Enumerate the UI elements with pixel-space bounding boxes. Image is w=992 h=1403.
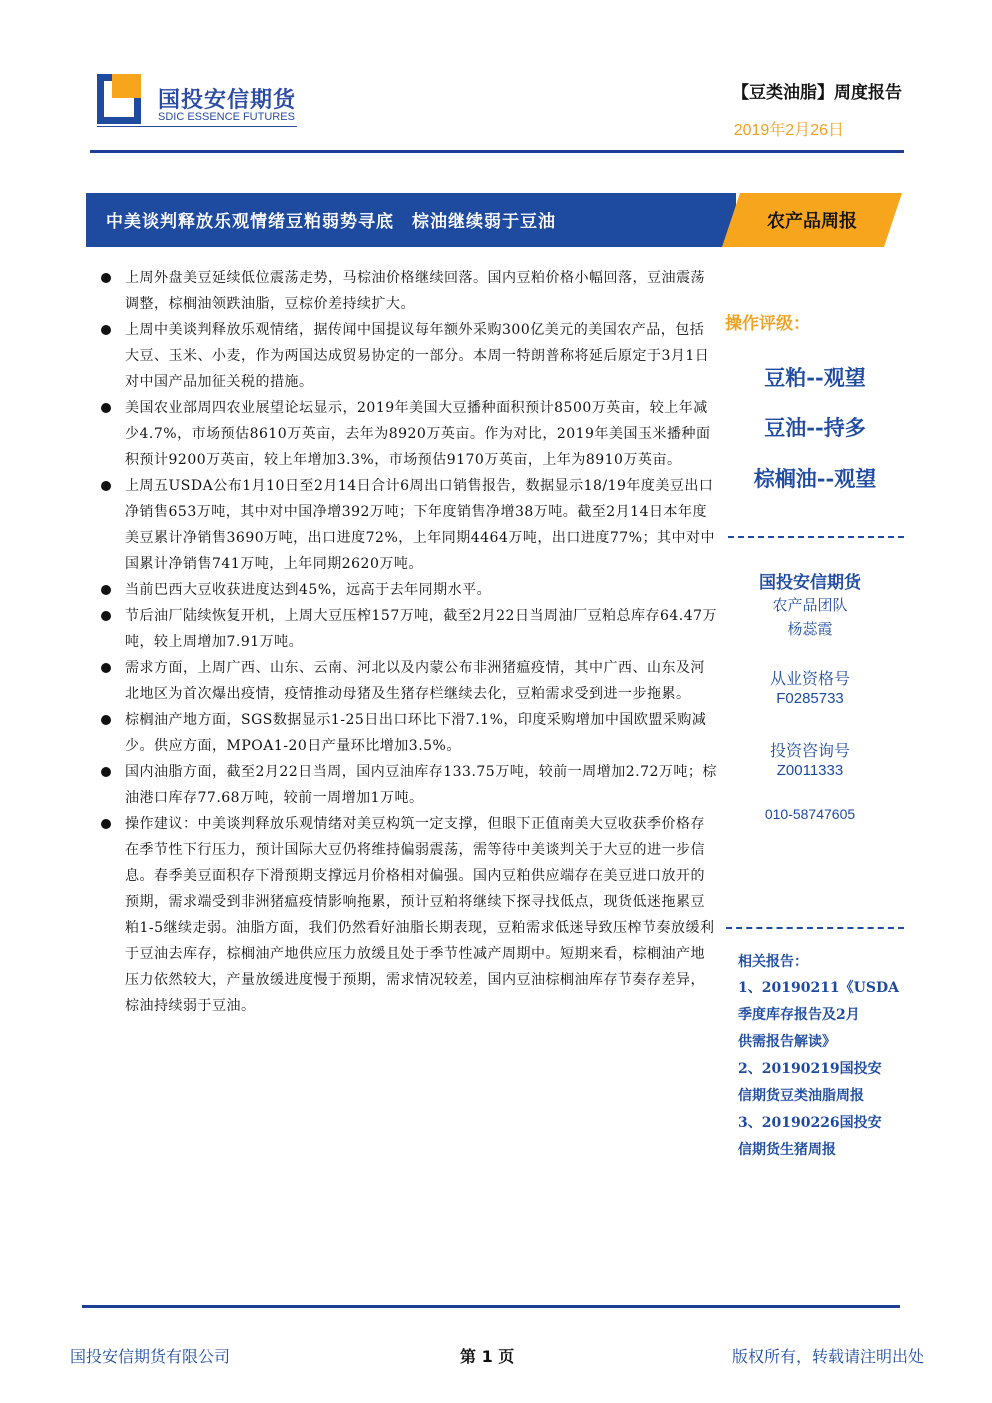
license-label: 从业资格号	[769, 669, 850, 688]
list-item: 棕榈油产地方面，SGS数据显示1-25日出口环比下滑7.1%，印度采购增加中国欧盟采购减少。供应方面，MPOA1-20日产量环比增加3.5%。	[98, 707, 718, 759]
rating-soyoil: 豆油--持多	[764, 415, 866, 440]
bullet-icon	[101, 481, 111, 491]
report-date: 2019年2月26日	[733, 122, 844, 139]
company-name-en: SDIC ESSENCE FUTURES	[158, 111, 295, 123]
bullet-icon	[101, 325, 111, 335]
list-item: 需求方面，上周广西、山东、云南、河北以及内蒙公布非洲猪瘟疫情，其中广西、山东及河北地区为首次爆出疫情，疫情推动母猪及生猪存栏继续去化，豆粕需求受到进一步拖累。	[98, 655, 718, 707]
list-item: 2、20190219国投安	[738, 1061, 882, 1077]
list-item: 信期货豆类油脂周报	[738, 1088, 864, 1104]
report-type: 【豆类油脂】周度报告	[732, 83, 902, 103]
list-item: 信期货生猪周报	[738, 1142, 836, 1158]
analyst-name: 杨蕊霞	[787, 620, 833, 638]
footer-copyright: 版权所有，转载请注明出处	[731, 1347, 924, 1366]
bullet-icon	[101, 663, 111, 673]
report-category-tag: 农产品周报	[767, 211, 857, 232]
bullet-icon	[101, 819, 111, 829]
header-divider	[90, 150, 904, 153]
list-item: 供需报告解读》	[738, 1034, 836, 1050]
list-item: 季度库存报告及2月	[738, 1007, 860, 1023]
bullet-icon	[101, 403, 111, 413]
bullet-icon	[101, 585, 111, 595]
rating-soymeal: 豆粕--观望	[764, 365, 866, 390]
bullet-icon	[101, 273, 111, 283]
rating-title: 操作评级：	[725, 314, 810, 334]
report-title: 中美谈判释放乐观情绪豆粕弱势寻底 棕油继续弱于豆油	[106, 212, 556, 232]
team-name: 农产品团队	[772, 596, 848, 614]
footer-divider	[82, 1305, 900, 1308]
logo-divider	[97, 126, 297, 127]
list-item: 1、20190211《USDA	[738, 980, 899, 996]
list-item: 上周五USDA公布1月10日至2月14日合计6周出口销售报告，数据显示18/19年度美豆出口净销售653万吨，其中对中国净增392万吨；下年度销售净增38万吨。截至2月14日本年度美豆累计净销售3690万吨，出口进度72%，上年同期4464万吨，出口进度77%；其中对中国累计净销售741万吨，上年同期2620万吨。	[98, 473, 718, 577]
list-item: 美国农业部周四农业展望论坛显示，2019年美国大豆播种面积预计8500万英亩，较上年减少4.7%，市场预估8610万英亩，去年为8920万英亩。作为对比，2019年美国玉米播种面积预计9200万英亩，较上年增加3.3%，市场预估9170万英亩，上年为8910万英亩。	[98, 395, 718, 473]
advisory-label: 投资咨询号	[769, 741, 850, 760]
rating-palmoil: 棕榈油--观望	[753, 466, 877, 491]
list-item: 操作建议：中美谈判释放乐观情绪对美豆构筑一定支撑，但眼下正值南美大豆收获季价格存在季节性下行压力，预计国际大豆仍将维持偏弱震荡，需等待中美谈判关于大豆的进一步信息。春季美豆面积存下滑预期支撑远月价格相对偏强。国内豆粕供应端存在美豆进口放开的预期，需求端受到非洲猪瘟疫情影响拖累，预计豆粕将继续下探寻找低点，现货低迷拖累豆粕1-5继续走弱。油脂方面，我们仍然看好油脂长期表现，豆粕需求低迷导致压榨节奏放缓利于豆油去库存，棕榈油产地供应压力放缓且处于季节性减产周期中。短期来看，棕榈油产地压力依然较大，产量放缓进度慢于预期，需求情况较差，国内豆油棕榈油库存节奏存差异，棕油持续弱于豆油。	[98, 811, 718, 1019]
list-item: 上周外盘美豆延续低位震荡走势，马棕油价格继续回落。国内豆粕价格小幅回落，豆油震荡调整，棕榈油领跌油脂，豆棕价差持续扩大。	[98, 265, 718, 317]
page-number: 第 1 页	[460, 1347, 515, 1366]
list-item: 3、20190226国投安	[738, 1115, 882, 1131]
bullet-icon	[101, 611, 111, 621]
bullet-icon	[101, 715, 111, 725]
list-item: 节后油厂陆续恢复开机，上周大豆压榨157万吨，截至2月22日当周油厂豆粕总库存64.47万吨，较上周增加7.91万吨。	[98, 603, 718, 655]
related-reports-list	[738, 975, 908, 1164]
license-number: F0285733	[776, 690, 844, 707]
footer-company: 国投安信期货有限公司	[70, 1347, 231, 1366]
sidebar-divider	[728, 536, 904, 538]
team-company: 国投安信期货	[759, 573, 861, 593]
related-reports-title: 相关报告：	[738, 954, 808, 970]
company-name-cn: 国投安信期货	[158, 88, 297, 113]
summary-list	[98, 265, 718, 1019]
bullet-icon	[101, 767, 111, 777]
sidebar-divider	[726, 927, 904, 929]
phone-number: 010-58747605	[764, 806, 856, 822]
advisory-number: Z0011333	[776, 762, 844, 779]
list-item: 当前巴西大豆收获进度达到45%，远高于去年同期水平。	[98, 577, 718, 603]
list-item: 上周中美谈判释放乐观情绪，据传闻中国提议每年额外采购300亿美元的美国农产品，包括大豆、玉米、小麦，作为两国达成贸易协定的一部分。本周一特朗普称将延后原定于3月1日对中国产品加征关税的措施。	[98, 317, 718, 395]
company-logo-icon	[97, 74, 141, 124]
list-item: 国内油脂方面，截至2月22日当周，国内豆油库存133.75万吨，较前一周增加2.72万吨；棕油港口库存77.68万吨，较前一周增加1万吨。	[98, 759, 718, 811]
